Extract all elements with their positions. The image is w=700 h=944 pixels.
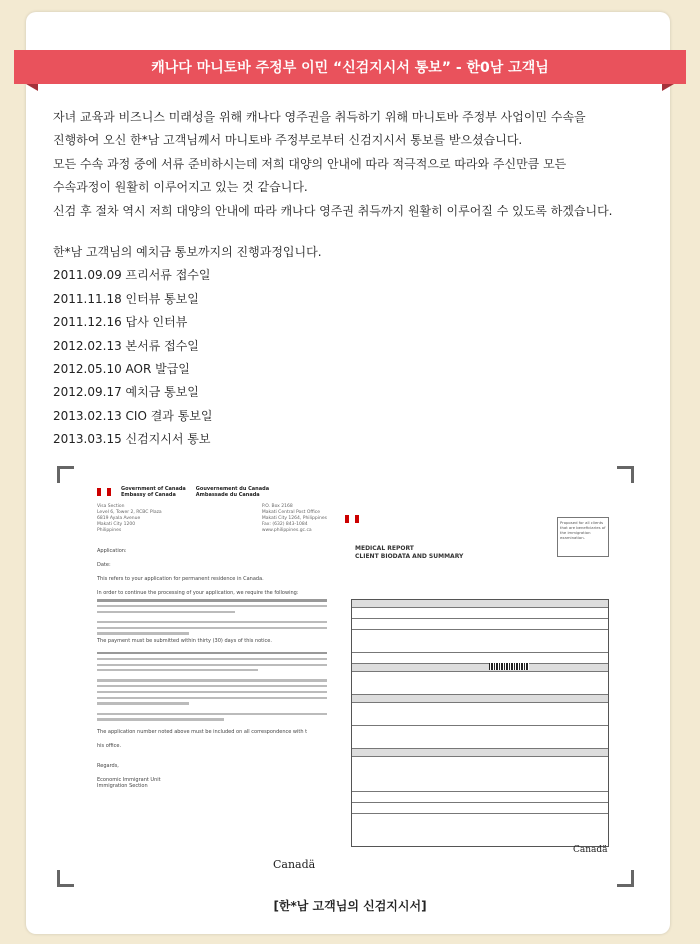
letter-header xyxy=(97,486,327,498)
embassy-fr: Ambassade du Canada xyxy=(195,492,260,498)
addr-line: Visa Section xyxy=(97,504,125,509)
frame-corner xyxy=(57,870,74,887)
letter-office: his office. xyxy=(97,742,122,749)
embassy-en: Embassy of Canada xyxy=(121,492,176,498)
canada-flag-icon xyxy=(345,515,359,523)
timeline-item: 2013.02.13 CIO 결과 통보일 xyxy=(53,408,213,423)
barcode xyxy=(489,663,529,670)
letter-p2: In order to continue the processing of your application, we require the following: xyxy=(97,590,299,596)
medical-notice-box: Proposed for all clients that are beneficiaries of the immigration examination. xyxy=(557,517,609,557)
frame-corner xyxy=(617,870,634,887)
timeline-item: 2011.09.09 프리서류 접수일 xyxy=(53,268,211,283)
letter-regards: Regards, xyxy=(97,762,119,769)
letter-p3: The payment must be submitted within thirty (30) days of this notice. xyxy=(97,638,272,645)
medical-form xyxy=(351,599,609,847)
timeline-item: 2011.11.18 인터뷰 통보일 xyxy=(53,291,199,306)
addr-line: 6819 Ayala Avenue xyxy=(97,516,141,521)
document-image-frame xyxy=(57,466,634,887)
title-banner xyxy=(14,50,686,90)
timeline-item: 2011.12.16 답사 인터뷰 xyxy=(53,315,188,330)
intro-text xyxy=(53,106,653,223)
ribbon-fold-right xyxy=(662,84,674,91)
intro-line: 자녀 교육과 비즈니스 미래성을 위해 캐나다 영주권을 취득하기 위해 마니토바 주정부 사업이민 수속을 xyxy=(53,110,586,124)
timeline xyxy=(53,241,322,452)
frame-corner xyxy=(617,466,634,483)
ribbon-fold-left xyxy=(26,84,38,91)
timeline-item: 2013.03.15 신검지시서 통보 xyxy=(53,432,211,447)
addr-line: Makati City 1200 xyxy=(97,522,136,527)
addr-line: Makati City 1264, Philippines xyxy=(261,516,327,521)
canada-flag-icon xyxy=(97,488,111,496)
timeline-item: 2012.09.17 예치금 통보일 xyxy=(53,385,199,400)
embassy-letter xyxy=(97,486,327,878)
addr-line: Fax: (632) 843-1084 xyxy=(261,522,308,527)
intro-line: 진행하여 오신 한*남 고객님께서 마니토바 주정부로부터 신검지시서 통보를 받으셨습니다. xyxy=(53,133,523,148)
intro-line: 신검 후 절차 역시 저희 대양의 안내에 따라 캐나다 영주권 취득까지 원활히 이루어질 수 있도록 하겠습니다. xyxy=(53,203,613,218)
medical-title-2: CLIENT BIODATA AND SUMMARY xyxy=(355,553,464,560)
letter-unit: Economic Immigrant Unit xyxy=(97,776,161,783)
addr-line: Level 6, Tower 2, RCBC Plaza xyxy=(97,510,162,515)
letter-section: Immigration Section xyxy=(97,782,148,789)
canada-wordmark: Canadä xyxy=(273,858,316,871)
addr-line: Philippines xyxy=(97,528,122,533)
application-label: Application: xyxy=(97,548,127,554)
canada-wordmark: Canadä xyxy=(573,845,608,855)
medical-title-1: MEDICAL REPORT xyxy=(355,545,414,552)
image-caption: [한*남 고객님의 신검지시서] xyxy=(273,899,427,913)
addr-line: P.O. Box 2168 xyxy=(261,504,293,509)
timeline-heading: 한*남 고객님의 예치금 통보까지의 진행과정입니다. xyxy=(53,245,322,259)
addr-line: Makati Central Post Office xyxy=(261,510,320,515)
timeline-item: 2012.02.13 본서류 접수일 xyxy=(53,338,199,353)
date-label: Date: xyxy=(97,562,111,568)
letter-p1: This refers to your application for permanent residence in Canada. xyxy=(97,576,264,582)
letter-p4: The application number noted above must be included on all correspondence with t xyxy=(97,728,308,735)
banner-title: 캐나다 마니토바 주정부 이민 “신검지시서 통보” - 한0남 고객님 xyxy=(14,50,686,84)
addr-line: www.philippines.gc.ca xyxy=(261,528,312,533)
gov-en: Government of Canada xyxy=(121,486,186,492)
letter-address xyxy=(97,504,327,534)
timeline-item: 2012.05.10 AOR 발급일 xyxy=(53,361,190,376)
intro-line: 모든 수속 과정 중에 서류 준비하시는데 저희 대양의 안내에 따라 적극적으로 따라와 주신만큼 모든 xyxy=(53,156,567,171)
gov-fr: Gouvernement du Canada xyxy=(195,486,270,492)
intro-line: 수속과정이 원활히 이루어지고 있는 것 같습니다. xyxy=(53,180,308,195)
frame-corner xyxy=(57,466,74,483)
medical-report xyxy=(341,511,613,857)
